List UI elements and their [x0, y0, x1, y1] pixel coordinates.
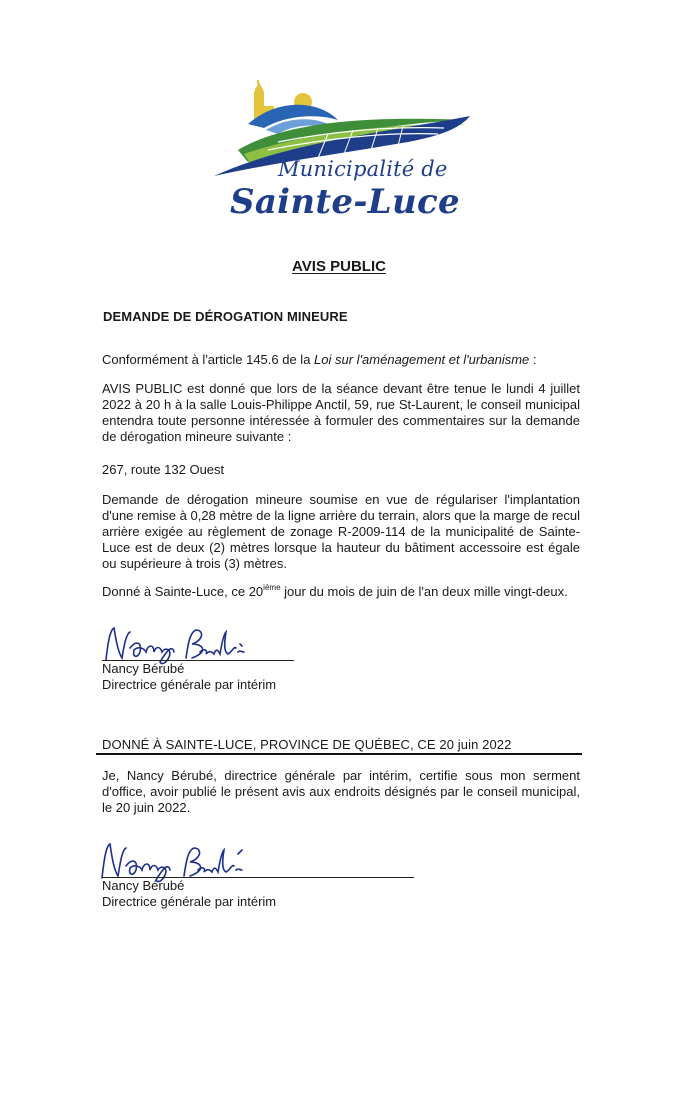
notice-subtitle: DEMANDE DE DÉROGATION MINEURE: [103, 309, 348, 324]
notice-title: [0, 258, 678, 275]
given-at-paragraph: [102, 584, 580, 600]
intro-text: Conformément à l'article 145.6 de la: [102, 352, 315, 367]
avis-paragraph: AVIS PUBLIC est donné que lors de la séance devant être tenue le lundi 4 juillet 2022 à 20 h à la salle Louis-Philippe Anctil, 59, rue St-Laurent, le conseil municipal entendra toute personne intéressée à formuler des commentaires sur la demande de dérogation mineure suivante :: [102, 381, 580, 444]
municipality-logo: [208, 80, 478, 230]
signatory-name: Nancy Bérubé: [102, 661, 185, 676]
notice-title-text: AVIS PUBLIC: [292, 258, 386, 275]
intro-law-title: Loi sur l'aménagement et l'urbanisme: [314, 352, 530, 367]
given-at-text: Donné à Sainte-Luce, ce 20: [102, 584, 264, 599]
logo-text-line2: Sainte-Luce: [230, 182, 460, 222]
signatory-name-2: Nancy Bérubé: [102, 878, 185, 893]
section-divider: [96, 753, 582, 755]
signatory-role-2: Directrice générale par intérim: [102, 894, 277, 909]
certificate-paragraph: Je, Nancy Bérubé, directrice générale par intérim, certifie sous mon serment d'office, avoir publié le présent avis aux endroits désignés par le conseil municipal, le 20 juin 2022.: [102, 768, 580, 815]
intro-colon: :: [529, 352, 537, 367]
given-at-ordinal: ième: [263, 583, 281, 592]
certificate-heading: DONNÉ À SAINTE-LUCE, PROVINCE DE QUÉBEC, CE 20 juin 2022: [102, 737, 512, 752]
signatory-role: Directrice générale par intérim: [102, 677, 277, 692]
request-paragraph: Demande de dérogation mineure soumise en vue de régulariser l'implantation d'une remise à 0,28 mètre de la ligne arrière du terrain, alors que la marge de recul arrière exigée au règlement de zonage R-2009-114 de la municipalité de Sainte-Luce est de deux (2) mètres lorsque la hauteur du bâtiment accessoire est égale ou supérieure à trois (3) mètres.: [102, 492, 580, 571]
intro-paragraph: [102, 352, 580, 368]
logo-text-line1: Municipalité de: [278, 157, 448, 181]
property-address: 267, route 132 Ouest: [102, 462, 225, 477]
given-at-text-end: jour du mois de juin de l'an deux mille vingt-deux.: [280, 584, 568, 599]
